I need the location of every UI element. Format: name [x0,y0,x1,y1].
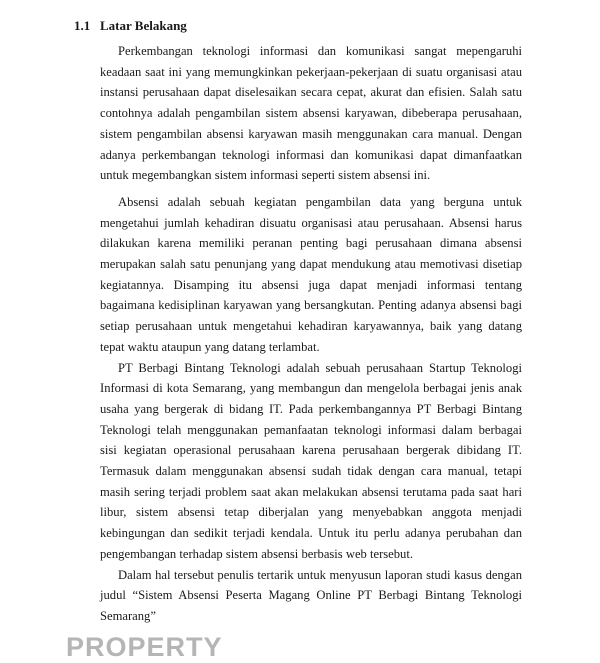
paragraph-1: Perkembangan teknologi informasi dan komunikasi sangat mepengaruhi keadaan saat ini yang memungkinkan pekerjaan-pekerjaan di suatu organisasi atau instansi perusahaan dapat diselesaikan secara cepat, akurat dan efisien. Salah satu contohnya adalah pengambilan sistem absensi karyawan, dibeberapa perusahaan, sistem pengambilan absensi karyawan masih menggunakan cara manual. Dengan adanya perkembangan teknologi informasi dan komunikasi dapat dimanfaatkan untuk megembangkan sistem informasi seperti sistem absensi ini. [100,44,522,183]
section-heading [74,17,522,35]
section-title: Latar Belakang [100,18,187,33]
paragraph-3: PT Berbagi Bintang Teknologi adalah sebuah perusahaan Startup Teknologi Informasi di kota Semarang, yang membangun dan mengelola berbagai jenis anak usaha yang bergerak di bidang IT. Pada perkembangannya PT Berbagi Bintang Teknologi telah menggunakan pemanfaatan teknologi informasi dalam berbagai sisi kegiatan operasional perusahaan karena perusahaan bergerak dibidang IT. Termasuk dalam menggunakan absensi sudah tidak dengan cara manual, tetapi masih sering terjadi problem saat akan melakukan absensi terutama pada saat hari libur, sistem absensi tetap diberjalan yang menyebabkan anggota menjadi kebingungan dan sedikit terjadi kendala. Untuk itu perlu adanya perubahan dan pengembangan terhadap sistem absensi berbasis web tersebut. [100,360,522,561]
section-number: 1.1 [74,18,91,33]
watermark: PROPERTY [66,631,223,662]
paragraph-4: Dalam hal tersebut penulis tertarik untuk menyusun laporan studi kasus dengan judul “Sistem Absensi Peserta Magang Online PT Berbagi Bintang Teknologi Semarang” [100,567,522,623]
paragraph-2: Absensi adalah sebuah kegiatan pengambilan data yang berguna untuk mengetahui jumlah kehadiran disuatu organisasi atau perusahaan. Absensi harus dilakukan karena memiliki peranan penting bagi perusahaan dimana absensi merupakan salah satu penunjang yang dapat mendukung atau memotivasi disetiap kegiatannya. Disamping itu absensi juga dapat menjadi informasi tentang bagaimana kedisiplinan karyawan yang bersangkutan. Penting adanya absensi bagi setiap perusahaan untuk mengetahui kehadiran karyawannya, baik yang datang tepat waktu ataupun yang datang terlambat. [100,194,522,354]
